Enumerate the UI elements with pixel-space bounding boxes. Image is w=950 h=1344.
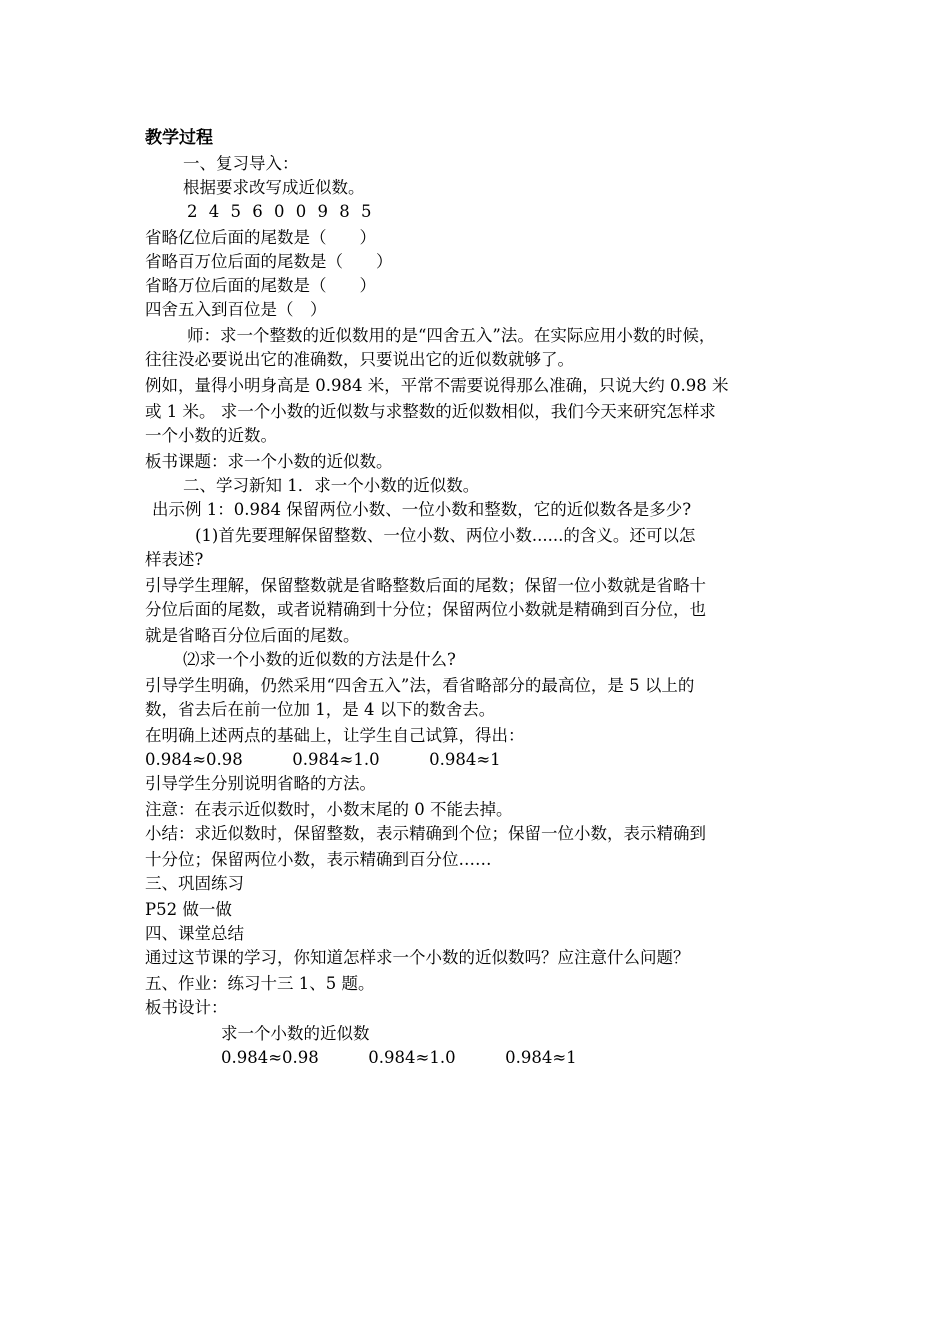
- text-line: 省略万位后面的尾数是（ ）: [145, 276, 376, 295]
- text-line: 十分位；保留两位小数，表示精确到百分位……: [145, 850, 492, 869]
- text-line: 分位后面的尾数，或者说精确到十分位；保留两位小数就是精确到百分位，也: [145, 600, 706, 619]
- text-line: 例如，量得小明身高是 0.984 米，平常不需要说得那么准确，只说大约 0.98 米: [145, 376, 729, 395]
- text-line: 二、学习新知 1．求一个小数的近似数。: [183, 476, 480, 495]
- text-line: 五、作业：练习十三 1、5 题。: [145, 974, 375, 993]
- text-line: 就是省略百分位后面的尾数。: [145, 626, 360, 645]
- text-line: 引导学生明确，仍然采用“四舍五入”法，看省略部分的最高位，是 5 以上的: [145, 676, 695, 695]
- text-line: 注意：在表示近似数时，小数末尾的 0 不能去掉。: [145, 800, 513, 819]
- text-line: 0.984≈0.98 0.984≈1.0 0.984≈1: [145, 750, 501, 769]
- text-line: 四舍五入到百位是（ ）: [145, 300, 327, 319]
- text-line: 2 4 5 6 0 0 9 8 5: [187, 202, 375, 221]
- text-line: 省略亿位后面的尾数是（ ）: [145, 228, 376, 247]
- text-line: ⑵求一个小数的近似数的方法是什么?: [183, 650, 456, 669]
- text-line: 省略百万位后面的尾数是（ ）: [145, 252, 393, 271]
- text-line: P52 做一做: [145, 900, 232, 919]
- section-heading: 教学过程: [145, 128, 213, 148]
- text-line: 四、课堂总结: [145, 924, 244, 943]
- text-line: 板书课题：求一个小数的近似数。: [145, 452, 393, 471]
- text-line: 0.984≈0.98 0.984≈1.0 0.984≈1: [221, 1048, 577, 1067]
- text-line: 引导学生理解，保留整数就是省略整数后面的尾数；保留一位小数就是省略十: [145, 576, 706, 595]
- text-line: 板书设计：: [145, 998, 228, 1017]
- text-line: 求一个小数的近似数: [221, 1024, 370, 1043]
- text-line: 或 1 米。 求一个小数的近似数与求整数的近似数相似，我们今天来研究怎样求: [145, 402, 716, 421]
- text-line: 数，省去后在前一位加 1，是 4 以下的数舍去。: [145, 700, 496, 719]
- text-line: 往往没必要说出它的准确数，只要说出它的近似数就够了。: [145, 350, 574, 369]
- text-line: 引导学生分别说明省略的方法。: [145, 774, 376, 793]
- text-line: (1)首先要理解保留整数、一位小数、两位小数......的含义。还可以怎: [195, 526, 696, 545]
- text-line: 一、复习导入：: [183, 154, 299, 173]
- text-line: 一个小数的近数。: [145, 426, 277, 445]
- text-line: 通过这节课的学习，你知道怎样求一个小数的近似数吗？应注意什么问题？: [145, 948, 690, 967]
- text-line: 样表述?: [145, 550, 204, 569]
- text-line: 出示例 1：0.984 保留两位小数、一位小数和整数，它的近似数各是多少?: [152, 500, 692, 519]
- text-line: 在明确上述两点的基础上，让学生自己试算，得出：: [145, 726, 525, 745]
- text-line: 三、巩固练习: [145, 874, 244, 893]
- text-line: 师：求一个整数的近似数用的是“四舍五入”法。在实际应用小数的时候，: [187, 326, 716, 345]
- text-line: 根据要求改写成近似数。: [183, 178, 365, 197]
- text-line: 小结：求近似数时，保留整数，表示精确到个位；保留一位小数，表示精确到: [145, 824, 706, 843]
